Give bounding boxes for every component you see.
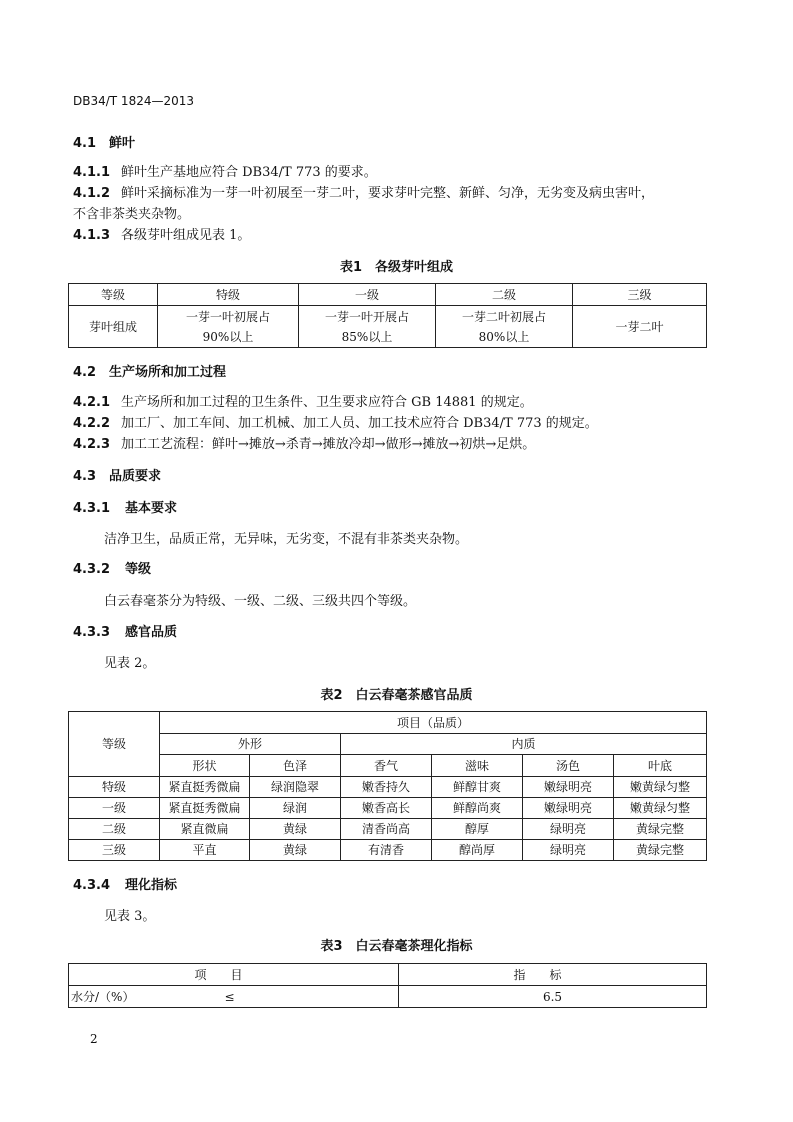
table1-row xyxy=(69,306,707,348)
clause-4-1-3: 4.1.3 各级芽叶组成见表 1。 xyxy=(73,228,251,243)
paragraph-4-3-1: 洁净卫生，品质正常，无异味，无劣变，不混有非茶类夹杂物。 xyxy=(104,532,469,547)
table2-cell: 紧直挺秀微扁 xyxy=(160,798,250,819)
table2-subheader: 叶底 xyxy=(614,755,707,777)
table3-row-label: 水分/（%） ≤ xyxy=(69,986,399,1008)
table2-cell: 黄绿 xyxy=(250,819,341,840)
table3-row-value: 6.5 xyxy=(399,986,707,1008)
table1-header-cell: 二级 xyxy=(436,284,573,306)
document-code: DB34/T 1824—2013 xyxy=(73,94,195,108)
table2-row xyxy=(69,819,707,840)
clause-4-1-1: 4.1.1 鲜叶生产基地应符合 DB34/T 773 的要求。 xyxy=(73,165,377,180)
table2-cell: 醇厚 xyxy=(432,819,523,840)
table1-caption: 表1 各级芽叶组成 xyxy=(339,260,454,275)
table2-cell: 绿润 xyxy=(250,798,341,819)
table2-cell: 嫩香高长 xyxy=(341,798,432,819)
table2-row xyxy=(69,840,707,861)
table2-subheader: 形状 xyxy=(160,755,250,777)
clause-4-2-1: 4.2.1 生产场所和加工过程的卫生条件、卫生要求应符合 GB 14881 的规定。 xyxy=(73,395,533,410)
table2-cell: 有清香 xyxy=(341,840,432,861)
table2-cell: 清香尚高 xyxy=(341,819,432,840)
table1-header-cell: 等级 xyxy=(69,284,158,306)
table2-subheader-row xyxy=(69,755,707,777)
table2-row xyxy=(69,798,707,819)
section-heading-4-3-1: 4.3.1 基本要求 xyxy=(73,501,178,516)
table1-header-cell: 一级 xyxy=(299,284,436,306)
section-heading-4-3-2: 4.3.2 等级 xyxy=(73,562,152,577)
table1 xyxy=(68,283,707,348)
table3-caption: 表3 白云春毫茶理化指标 xyxy=(320,939,473,954)
table2-item-header: 项目（品质） xyxy=(160,712,707,734)
section-heading-4-1: 4.1 鲜叶 xyxy=(73,136,136,151)
table2-subheader: 香气 xyxy=(341,755,432,777)
table2-cell: 绿润隐翠 xyxy=(250,777,341,798)
table2-cell: 鲜醇尚爽 xyxy=(432,798,523,819)
table1-header-cell: 特级 xyxy=(158,284,299,306)
table1-header-row xyxy=(69,284,707,306)
table2-cell: 一级 xyxy=(69,798,160,819)
table2-cell: 特级 xyxy=(69,777,160,798)
table3-header-index: 指 标 xyxy=(399,964,707,986)
table2-subheader: 汤色 xyxy=(523,755,614,777)
table2-cell: 绿明亮 xyxy=(523,840,614,861)
table2-cell: 黄绿完整 xyxy=(614,819,707,840)
table2-subheader: 色泽 xyxy=(250,755,341,777)
table2-subheader: 滋味 xyxy=(432,755,523,777)
table2-cell: 嫩绿明亮 xyxy=(523,777,614,798)
paragraph-4-3-4: 见表 3。 xyxy=(104,909,156,924)
table2-cell: 嫩香持久 xyxy=(341,777,432,798)
clause-4-2-3: 4.2.3 加工工艺流程：鲜叶→摊放→杀青→摊放冷却→做形→摊放→初烘→足烘。 xyxy=(73,437,536,452)
table2 xyxy=(68,711,707,861)
clause-4-1-2: 4.1.2 鲜叶采摘标准为一芽一叶初展至一芽二叶，要求芽叶完整、新鲜、匀净，无劣变及病虫害叶， xyxy=(73,186,655,201)
table1-header-cell: 三级 xyxy=(573,284,707,306)
section-heading-4-3: 4.3 品质要求 xyxy=(73,469,162,484)
table2-cell: 嫩黄绿匀整 xyxy=(614,798,707,819)
table2-cell: 二级 xyxy=(69,819,160,840)
table2-cell: 嫩黄绿匀整 xyxy=(614,777,707,798)
table2-grade-header: 等级 xyxy=(69,712,160,777)
section-heading-4-3-4: 4.3.4 理化指标 xyxy=(73,878,178,893)
table3 xyxy=(68,963,707,1008)
paragraph-4-3-3: 见表 2。 xyxy=(104,656,156,671)
table2-cell: 醇尚厚 xyxy=(432,840,523,861)
table2-caption: 表2 白云春毫茶感官品质 xyxy=(320,688,473,703)
table3-header-item: 项 目 xyxy=(69,964,399,986)
table2-cell: 平直 xyxy=(160,840,250,861)
table3-row xyxy=(69,986,707,1008)
table2-cell: 紧直挺秀微扁 xyxy=(160,777,250,798)
table2-cell: 鲜醇甘爽 xyxy=(432,777,523,798)
table2-cell: 嫩绿明亮 xyxy=(523,798,614,819)
table2-cell: 绿明亮 xyxy=(523,819,614,840)
section-heading-4-2: 4.2 生产场所和加工过程 xyxy=(73,365,227,380)
table1-cell: 一芽二叶 xyxy=(573,306,707,348)
table2-cell: 三级 xyxy=(69,840,160,861)
table2-cell: 紧直微扁 xyxy=(160,819,250,840)
table2-cell: 黄绿 xyxy=(250,840,341,861)
paragraph-4-3-2: 白云春毫茶分为特级、一级、二级、三级共四个等级。 xyxy=(104,594,417,609)
table1-cell: 一芽二叶初展占 80%以上 xyxy=(436,306,573,348)
table3-header-row xyxy=(69,964,707,986)
table1-cell: 一芽一叶开展占 85%以上 xyxy=(299,306,436,348)
section-heading-4-3-3: 4.3.3 感官品质 xyxy=(73,625,178,640)
table2-group-appearance: 外形 xyxy=(160,734,341,755)
page-number: 2 xyxy=(90,1032,98,1046)
table2-group-inner: 内质 xyxy=(341,734,707,755)
table1-row-label: 芽叶组成 xyxy=(69,306,158,348)
clause-4-1-2-continued: 不含非茶类夹杂物。 xyxy=(73,207,191,222)
table2-cell: 黄绿完整 xyxy=(614,840,707,861)
clause-4-2-2: 4.2.2 加工厂、加工车间、加工机械、加工人员、加工技术应符合 DB34/T 773 的规定。 xyxy=(73,416,598,431)
table1-cell: 一芽一叶初展占 90%以上 xyxy=(158,306,299,348)
table2-row xyxy=(69,777,707,798)
